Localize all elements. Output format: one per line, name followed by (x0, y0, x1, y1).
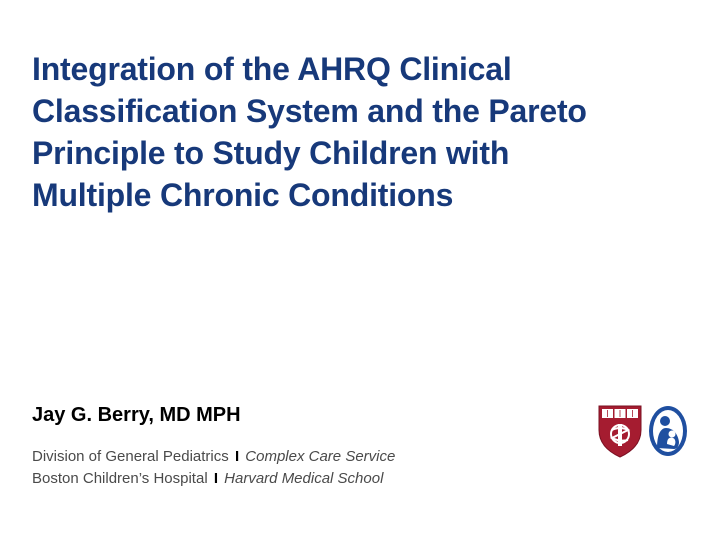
affiliation-separator: I (213, 470, 218, 487)
veritas-books-icon (602, 409, 638, 418)
title-line: Principle to Study Children with (32, 135, 510, 171)
hospital-name: Boston Children’s Hospital (32, 470, 208, 487)
slide-title (32, 48, 692, 216)
title-line: Multiple Chronic Conditions (32, 177, 454, 213)
affiliation-separator: I (234, 448, 240, 465)
division-name: Division of General Pediatrics (32, 448, 229, 465)
harvard-shield-logo (597, 404, 643, 458)
title-line: Integration of the AHRQ Clinical (32, 51, 512, 87)
school-name: Harvard Medical School (224, 470, 384, 487)
boston-childrens-hospital-logo (648, 404, 688, 458)
affiliation-line-1 (32, 448, 395, 465)
author-name: Jay G. Berry, MD MPH (32, 404, 241, 426)
service-name: Complex Care Service (245, 448, 396, 465)
title-line: Classification System and the Pareto (32, 93, 587, 129)
affiliation-line-2 (32, 470, 383, 487)
